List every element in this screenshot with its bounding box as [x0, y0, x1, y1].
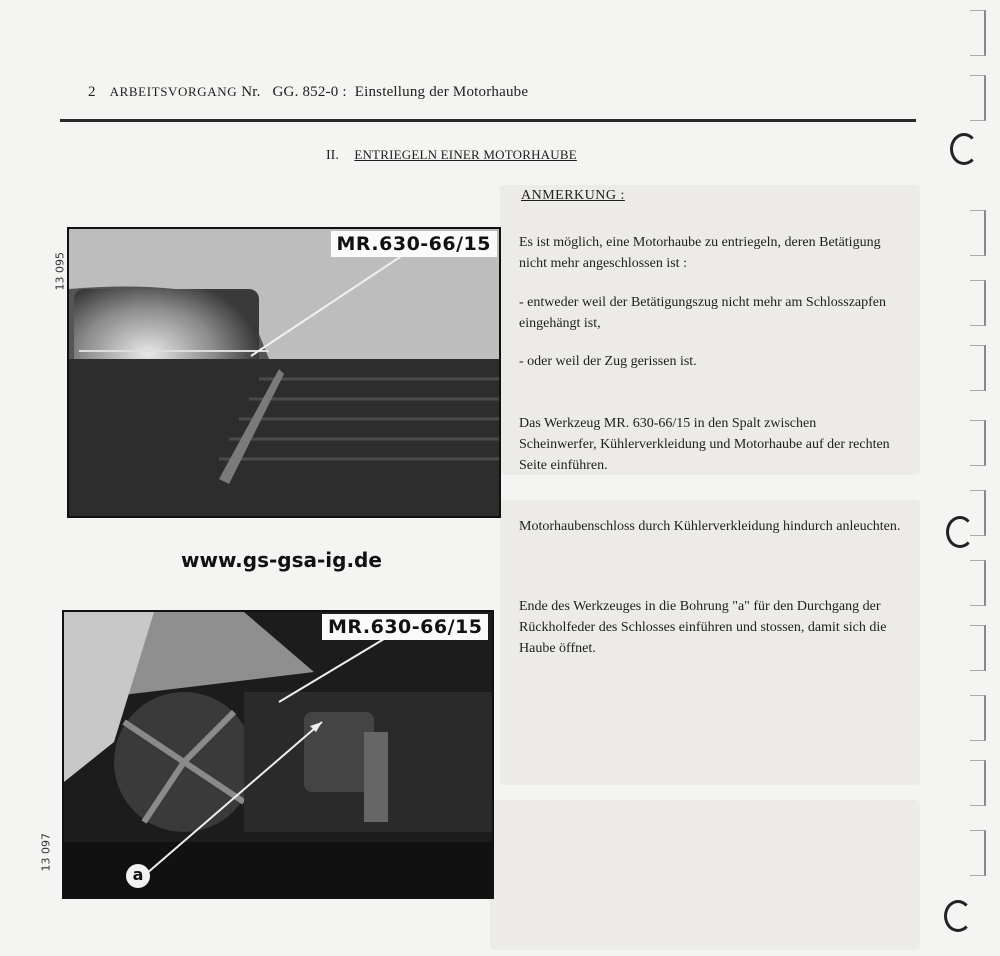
binder-ring: [950, 133, 978, 165]
note-bullet-2: - oder weil der Zug gerissen ist.: [519, 354, 697, 369]
figure-1-code: 13 095: [53, 252, 67, 291]
binder-tab: [970, 695, 986, 741]
bleed-through-panel: [490, 800, 920, 950]
page-number: 2: [88, 84, 96, 100]
note-paragraph-1: Es ist möglich, eine Motorhaube zu entriegeln, deren Betätigung nicht mehr angeschlossen ist :: [519, 235, 881, 271]
figure-1-illustration: [69, 229, 499, 516]
binder-tab: [970, 760, 986, 806]
section-heading: [326, 147, 577, 164]
header-label: ARBEITSVORGANG: [109, 84, 238, 99]
binder-tab: [970, 75, 986, 121]
note-title: ANMERKUNG :: [521, 188, 625, 203]
binder-tab: [970, 830, 986, 876]
section-numeral: II.: [326, 148, 339, 163]
binder-tab: [970, 420, 986, 466]
binder-tab: [970, 280, 986, 326]
binder-tab: [970, 345, 986, 391]
binder-ring: [944, 900, 972, 932]
watermark-url: www.gs-gsa-ig.de: [181, 548, 382, 572]
figure-2-photo: [62, 610, 494, 899]
figure-1-tool-label: MR.630-66/15: [331, 231, 497, 257]
figure-2-illustration: [64, 612, 492, 897]
binder-tab: [970, 625, 986, 671]
step-1-text: Motorhaubenschloss durch Kühlerverkleidung hindurch anleuchten.: [519, 519, 901, 534]
binder-tab: [970, 210, 986, 256]
section-title: ENTRIEGELN EINER MOTORHAUBE: [354, 147, 577, 162]
operation-code: GG. 852-0 :: [272, 84, 347, 100]
binder-tab: [970, 10, 986, 56]
figure-1-photo: [67, 227, 501, 518]
header-nr: Nr.: [241, 84, 261, 100]
header-rule: [60, 119, 916, 122]
note-paragraph-2: Das Werkzeug MR. 630-66/15 in den Spalt zwischen Scheinwerfer, Kühlerverkleidung und Motorhaube auf der rechten Seite einführen.: [519, 416, 890, 473]
note-bullet-1: - entweder weil der Betätigungszug nicht mehr am Schlosszapfen eingehängt ist,: [519, 295, 886, 331]
operation-title: Einstellung der Motorhaube: [354, 84, 529, 100]
binder-tab: [970, 560, 986, 606]
binder-ring: [946, 516, 974, 548]
bore-marker-a: a: [126, 864, 150, 888]
figure-2-code: 13 097: [39, 833, 53, 872]
figure-2-tool-label: MR.630-66/15: [322, 614, 488, 640]
step-2-text: Ende des Werkzeuges in die Bohrung "a" für den Durchgang der Rückholfeder des Schlosses einführen und stossen, damit sich die Haube öffnet.: [519, 599, 887, 656]
page-header: [88, 84, 528, 101]
